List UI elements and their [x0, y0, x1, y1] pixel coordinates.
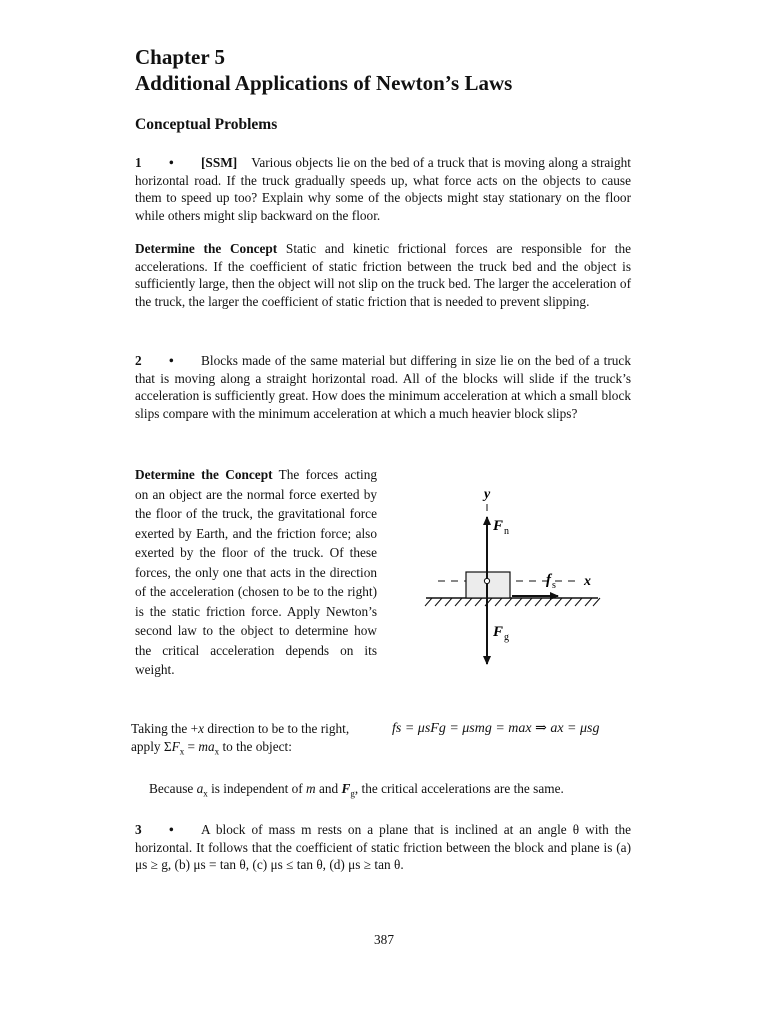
- problem-text: Blocks made of the same material but differing in size lie on the bed of a truck that is moving along a straight horizontal road. All of the blocks will slide if the truck’s acceleration is sufficiently great. How does the minimum acceleration at which a small block slips compare with the minimum acceleration at which a much heavier block slips?: [135, 353, 631, 421]
- ssm-tag: [SSM]: [201, 155, 238, 170]
- section-title: Conceptual Problems: [135, 116, 278, 133]
- problem-3: [135, 821, 631, 874]
- bullet: •: [169, 353, 174, 368]
- gravity-force-label: $F_g$: [493, 624, 510, 643]
- chapter-title: Additional Applications of Newton’s Laws: [135, 71, 513, 95]
- problem-number: 1: [135, 155, 142, 170]
- problem-1: [135, 154, 631, 224]
- friction-force-label: $f_s$: [546, 572, 556, 591]
- problem-text: Various objects lie on the bed of a truck that is moving along a straight horizontal road. If the truck gradually speeds up, what force acts on the objects to cause them to speed up too? Explain why some of the objects might stay stationary on the floor while others might slip backward on the floor.: [135, 155, 631, 223]
- answer-lead: Determine the Concept: [135, 467, 273, 482]
- bullet: •: [169, 155, 174, 170]
- answer-1: [135, 240, 631, 310]
- answer-text: Static and kinetic frictional forces are responsible for the accelerations. If the coefficient of static friction between the truck bed and the object is sufficiently large, then the object will not slip on the truck bed. The larger the acceleration of the truck, the larger the coefficient of static friction that is needed to prevent slipping.: [135, 241, 631, 309]
- chapter-heading: [135, 44, 512, 96]
- step-equation: fs = μsFg = μsmg = max ⇒ ax = μsg: [392, 721, 600, 736]
- normal-force-label: $F_n$: [493, 518, 510, 537]
- ground-surface: [425, 598, 600, 606]
- y-axis-label: y: [484, 487, 491, 502]
- step-description: Taking the +x direction to be to the right, apply $\Sigma F_x = ma_x$ to the object:: [131, 721, 350, 757]
- problem-number: 3: [135, 822, 142, 837]
- center-point: [484, 578, 489, 583]
- bullet: •: [169, 822, 174, 837]
- x-axis-label: x: [584, 574, 591, 589]
- problem-text: A block of mass m rests on a plane that is inclined at an angle θ with the horizontal. It follows that the coefficient of static friction between the block and plane is (a) μs ≥ g, (b) μs = tan θ, (c) μs ≤ tan θ, (d) μs ≥ tan θ.: [135, 822, 631, 872]
- page-number: 387: [374, 932, 394, 947]
- free-body-diagram: [418, 478, 608, 674]
- problem-2: [135, 352, 631, 422]
- result-statement: Because $a_x$ is independent of m and $F_g$, the critical accelerations are the same.: [149, 781, 564, 799]
- answer-lead: Determine the Concept: [135, 241, 278, 256]
- answer-text: The forces acting on an object are the normal force exerted by the floor of the truck, the gravitational force exerted by Earth, and the friction force; also exerted by the floor of the truck. Of these forces, the only one that acts in the direction of the acceleration (chosen to be to the right) is the static friction force. Apply Newton’s second law to the object to determine how the critical acceleration depends on its weight.: [135, 467, 377, 677]
- answer-2: [135, 465, 377, 680]
- problem-number: 2: [135, 353, 142, 368]
- chapter-number: Chapter 5: [135, 45, 226, 69]
